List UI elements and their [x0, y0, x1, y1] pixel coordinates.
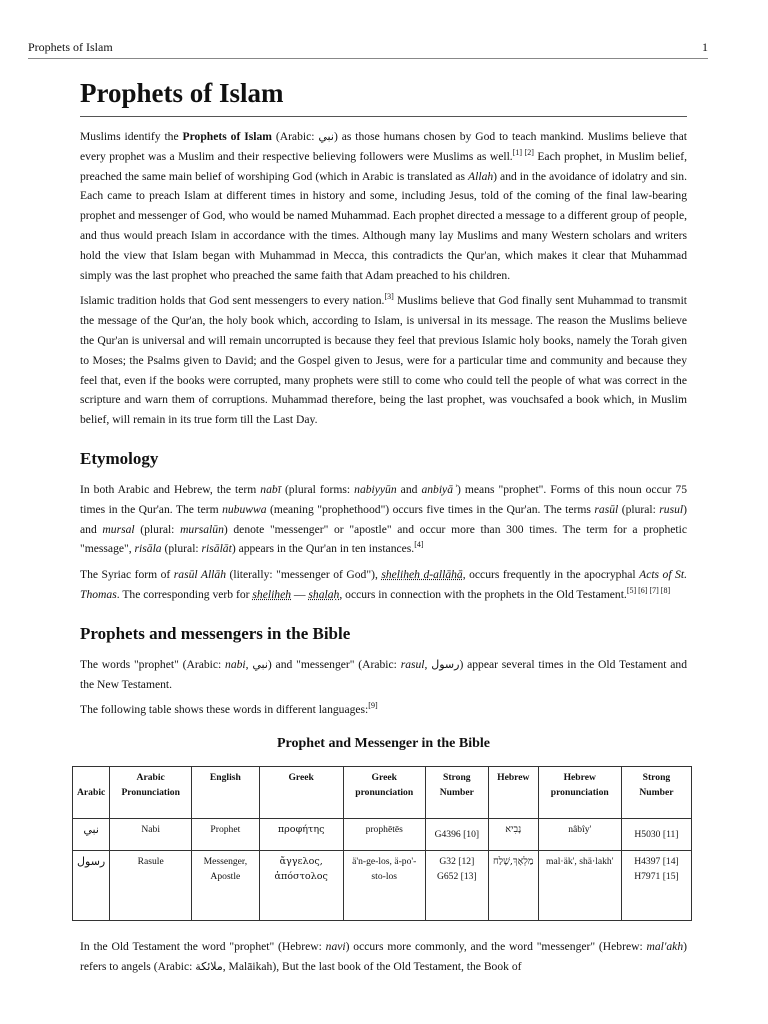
italic-term: rasul: [400, 657, 425, 671]
table-cell: نبي: [73, 819, 110, 851]
italic-term: Allah: [468, 169, 494, 183]
arabic-text: ملائكة: [195, 959, 223, 973]
text: (plural:: [618, 502, 660, 516]
table-caption: Prophet and Messenger in the Bible: [277, 736, 490, 752]
citation-link[interactable]: [9]: [368, 701, 378, 711]
text: Muslims identify the: [80, 130, 183, 143]
intro-paragraph-2: [80, 291, 687, 430]
bible-paragraph-2: [80, 700, 687, 720]
italic-term: Acts of St. Thomas: [80, 568, 687, 601]
table-header-cell: English: [192, 767, 259, 819]
text: ) occurs more commonly, and the word "messenger" (Hebrew:: [345, 940, 647, 954]
section-heading-etymology: Etymology: [80, 448, 159, 468]
text: (literally: "messenger of God"),: [226, 568, 382, 582]
italic-term: nabi: [225, 657, 246, 671]
table-header-cell: Strong Number: [425, 767, 488, 819]
table-cell: Rasule: [110, 851, 192, 921]
text: The Syriac form of: [80, 568, 174, 582]
table-header-cell: Hebrew pronunciation: [538, 767, 621, 819]
italic-term: risālāt: [201, 542, 232, 556]
text: ) denote "messenger" or "apostle" and occur more than 300 times. The term for a prophetic "message",: [80, 522, 688, 556]
text: , occurs frequently in the apocryphal: [462, 568, 640, 582]
table-cell: رسول: [73, 851, 110, 921]
italic-term: shalaḥ: [308, 587, 340, 601]
etymology-paragraph-1: [80, 480, 687, 559]
table-header-cell: Hebrew: [488, 767, 538, 819]
table-header-row: [73, 767, 692, 819]
intro-paragraph-1: [80, 127, 687, 285]
table-row: [73, 851, 692, 921]
text: The words "prophet" (Arabic:: [80, 657, 226, 671]
italic-term: rasūl: [594, 502, 619, 516]
table-cell: H5030 [11]: [621, 819, 691, 851]
text: Islamic tradition holds that God sent messengers to every nation.: [80, 294, 385, 308]
text: ) as those humans chosen by God to teach mankind. Muslims believe that every prophet was a Muslim and their respective believing followers were Muslims as well.: [80, 130, 687, 163]
text: ) and in the avoidance of idolatry and sin. Each came to preach Islam at different times in history and some, including Jesus, told of the coming of the final law-bearing prophet and messenger of God, who would be named Muhammad. Each prophet directed a message to a different group of people, and thus would preach Islam in accordance with the times. Although many lay Muslims and many Western scholars and writers hold the view that Islam began with Muhammad in Mecca, this contradicts the Qur'an, which makes it clear that Muhammad simply was the last prophet who preached the same faith that Adam preached to his children.: [80, 169, 687, 282]
text: (meaning "prophethood") occurs five times in the Qur'an. The terms: [266, 502, 595, 516]
citation-link[interactable]: [4]: [414, 540, 424, 550]
text: In both Arabic and Hebrew, the term: [80, 482, 261, 496]
table-cell: G32 [12] G652 [13]: [425, 851, 488, 921]
arabic-text: رسول: [431, 657, 460, 671]
text: (plural:: [134, 522, 181, 536]
table-cell: נָבִיא: [488, 819, 538, 851]
text: (plural forms:: [280, 482, 355, 496]
table-header-cell: Strong Number: [621, 767, 691, 819]
bold-term: Prophets of Islam: [182, 130, 272, 143]
italic-term: navi: [325, 940, 346, 954]
table-header-cell: Arabic: [73, 767, 110, 819]
arabic-text: نبي: [318, 130, 334, 143]
italic-term: rasūl Allāh: [173, 568, 226, 582]
italic-term: sheliḥeh d-allāhā: [381, 568, 463, 582]
citation-link[interactable]: [1] [2]: [512, 147, 534, 157]
table-cell: ἄγγελος, ἀπόστολος: [259, 851, 343, 921]
text: , Malāikah), But the last book of the Old Testament, the Book of: [222, 959, 522, 973]
running-header: [28, 38, 708, 59]
italic-term: sheliḥeh: [252, 587, 292, 601]
article-title: Prophets of Islam: [80, 76, 687, 117]
citation-link[interactable]: [3]: [384, 292, 394, 302]
bible-paragraph-3: [80, 937, 687, 977]
table-cell: G4396 [10]: [425, 819, 488, 851]
text: In the Old Testament the word "prophet" (Hebrew:: [80, 940, 326, 954]
etymology-paragraph-2: [80, 565, 687, 605]
italic-term: mursalūn: [180, 522, 224, 536]
italic-term: anbiyā ͗: [421, 482, 458, 496]
table-cell: מַלְאָךְ,שָׁלַח: [488, 851, 538, 921]
italic-term: rusul: [659, 502, 684, 516]
text: (Arabic:: [271, 130, 319, 143]
text: , occurs in connection with the prophets in the Old Testament.: [339, 587, 627, 601]
text: (plural:: [161, 542, 202, 556]
words-table: [72, 766, 692, 921]
italic-term: nubuwwa: [222, 502, 267, 516]
text: ,: [245, 657, 253, 671]
citation-link[interactable]: [5] [6] [7] [8]: [626, 586, 671, 596]
text: and: [396, 482, 422, 496]
article-body: [77, 76, 688, 983]
text: ) means "prophet". Forms of this noun occur 75 times in the Qur'an. The term: [80, 482, 687, 516]
text: ) appears in the Qur'an in ten instances.: [231, 542, 415, 556]
section-heading-bible: Prophets and messengers in the Bible: [80, 623, 351, 643]
table-cell: H4397 [14] H7971 [15]: [621, 851, 691, 921]
italic-term: nabiyyūn: [354, 482, 397, 496]
text: ) and: [80, 502, 688, 536]
table-cell: Messenger, Apostle: [192, 851, 259, 921]
text: ) refers to angels (Arabic:: [80, 940, 688, 973]
table-cell: mal·äk', shä·lakh': [538, 851, 621, 921]
arabic-text: نبي: [252, 657, 268, 671]
text: Each prophet, in Muslim belief, preached the same main belief of worshiping God (which in Arabic is translated as: [80, 149, 687, 183]
text: ) and "messenger" (Arabic:: [267, 657, 401, 671]
italic-term: nabī: [260, 482, 281, 496]
table-header-cell: Greek pronunciation: [343, 767, 425, 819]
text: ,: [424, 657, 432, 671]
table-header-cell: Arabic Pronunciation: [110, 767, 192, 819]
italic-term: mursal: [102, 522, 135, 536]
text: . The corresponding verb for: [116, 587, 253, 601]
table-cell: ä'n-ge-los, ä-po'-sto-los: [343, 851, 425, 921]
table-cell: prophētēs: [343, 819, 425, 851]
table-cell: Prophet: [192, 819, 259, 851]
italic-term: risāla: [134, 542, 162, 556]
table-row: [73, 819, 692, 851]
text: The following table shows these words in different languages:: [80, 703, 369, 717]
italic-term: mal'akh: [646, 940, 684, 954]
running-header-title: Prophets of Islam: [28, 40, 113, 54]
text: —: [291, 587, 309, 601]
table-cell: προφήτης: [259, 819, 343, 851]
text: Muslims believe that God finally sent Muhammad to transmit the message of the Qur'an, the holy book which, according to Islam, is universal in its message. The reason the Muslims believe the Qur'an is universal and will remain uncorrupted is because they feel that previous Islamic holy books, namely the Torah given to Moses; the Psalms given to David; and the Gospel given to Jesus, were for a particular time and community and because they feel that, even if the books were corrupted, many prophets were still to come who could tell the people of what was correct in the scripture and warn them of corruptions. Muhammad therefore, being the last prophet, was vouchsafed a book which, in Muslim belief, will remain in its true form till the Last Day.: [80, 294, 688, 427]
page-number: 1: [702, 40, 708, 54]
table-cell: Nabi: [110, 819, 192, 851]
table-header-cell: Greek: [259, 767, 343, 819]
table-cell: nâbîy': [538, 819, 621, 851]
bible-paragraph-1: [80, 655, 687, 695]
text: ) appear several times in the Old Testament and the New Testament.: [80, 657, 688, 691]
